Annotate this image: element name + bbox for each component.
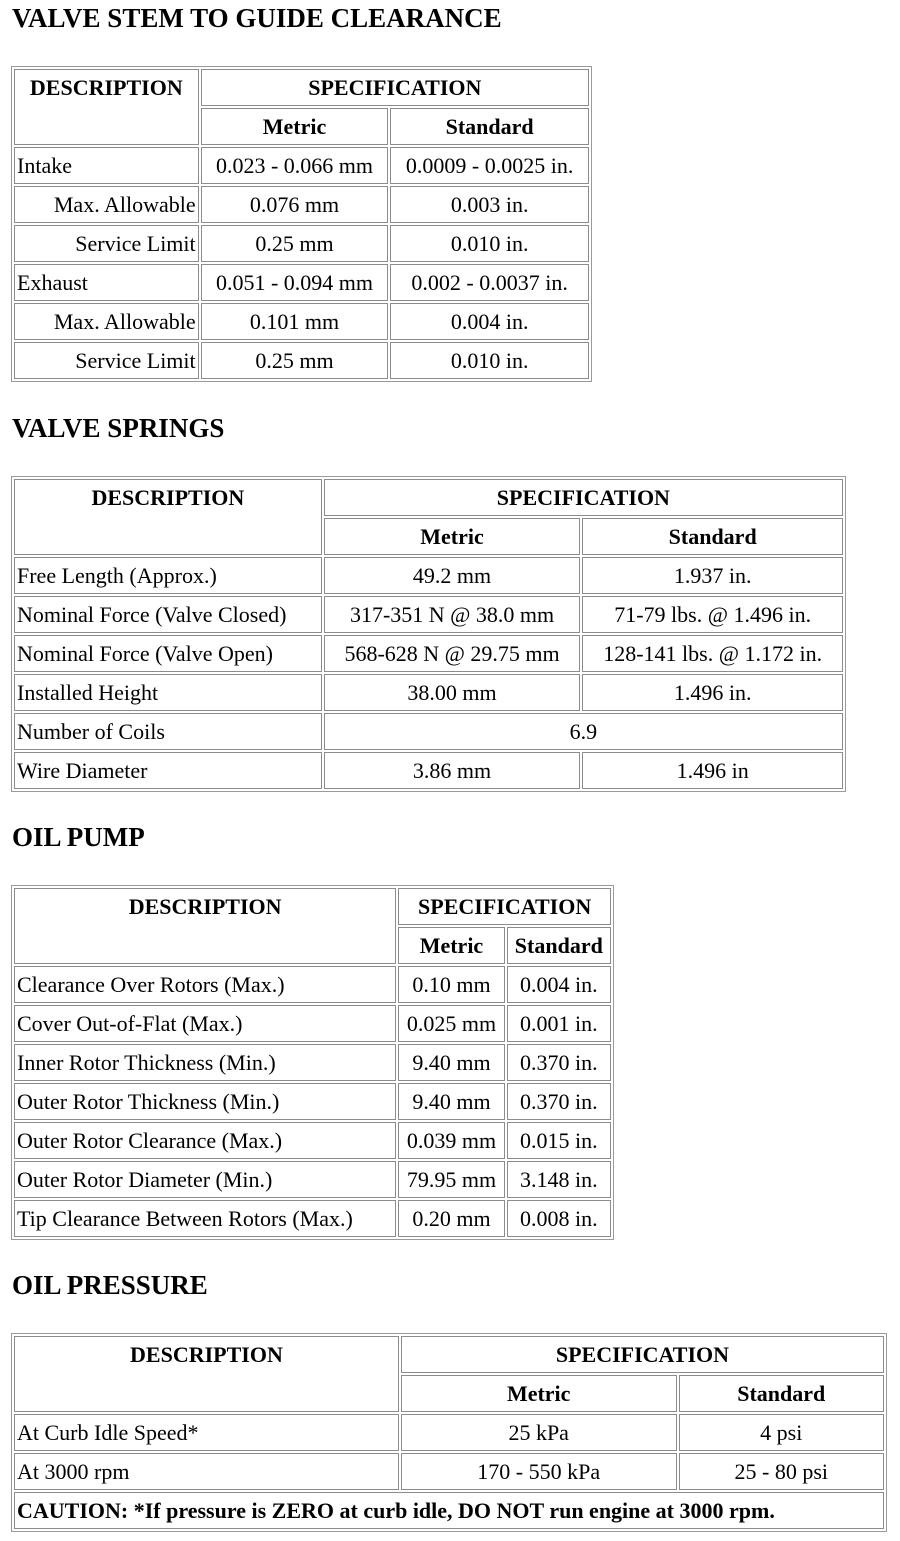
valve-springs-table [11, 476, 846, 792]
row-description: Outer Rotor Diameter (Min.) [14, 1161, 396, 1198]
row-standard: 0.015 in. [507, 1122, 611, 1159]
caution-row [14, 1492, 884, 1529]
header-metric: Metric [201, 108, 389, 145]
row-metric: 49.2 mm [324, 557, 581, 594]
row-description: Max. Allowable [14, 303, 199, 340]
row-description: Exhaust [14, 264, 199, 301]
row-standard: 3.148 in. [507, 1161, 611, 1198]
table-row [14, 342, 589, 379]
table-row [14, 186, 589, 223]
row-metric: 0.25 mm [201, 342, 389, 379]
header-specification: SPECIFICATION [398, 888, 611, 925]
section-title-valve-springs: VALVE SPRINGS [12, 413, 225, 443]
row-standard: 0.001 in. [507, 1005, 611, 1042]
row-metric: 0.20 mm [398, 1200, 504, 1237]
table-row [14, 1005, 611, 1042]
table-row [14, 674, 843, 711]
row-description: At Curb Idle Speed* [14, 1414, 399, 1451]
header-specification: SPECIFICATION [401, 1336, 884, 1373]
row-metric: 317-351 N @ 38.0 mm [324, 596, 581, 633]
row-metric: 79.95 mm [398, 1161, 504, 1198]
header-description: DESCRIPTION [14, 1336, 399, 1412]
table-row [14, 1453, 884, 1490]
row-standard: 0.370 in. [507, 1044, 611, 1081]
row-standard: 25 - 80 psi [679, 1453, 885, 1490]
section-title-valve-guide: VALVE STEM TO GUIDE CLEARANCE [12, 3, 502, 33]
table-header-row [14, 1336, 884, 1373]
table-row [14, 596, 843, 633]
row-standard: 1.937 in. [582, 557, 843, 594]
header-standard: Standard [582, 518, 843, 555]
row-metric: 0.051 - 0.094 mm [201, 264, 389, 301]
row-value: 6.9 [324, 713, 843, 750]
table-header-row [14, 69, 589, 106]
row-metric: 0.10 mm [398, 966, 504, 1003]
row-standard: 0.010 in. [390, 342, 589, 379]
table-row [14, 1200, 611, 1237]
row-metric: 170 - 550 kPa [401, 1453, 677, 1490]
row-standard: 0.003 in. [390, 186, 589, 223]
row-standard: 71-79 lbs. @ 1.496 in. [582, 596, 843, 633]
header-metric: Metric [324, 518, 581, 555]
oil-pressure-table [11, 1333, 887, 1532]
caution-note: CAUTION: *If pressure is ZERO at curb idle, DO NOT run engine at 3000 rpm. [14, 1492, 884, 1529]
row-description: Tip Clearance Between Rotors (Max.) [14, 1200, 396, 1237]
table-row [14, 1161, 611, 1198]
table-row [14, 1044, 611, 1081]
header-standard: Standard [390, 108, 589, 145]
table-row [14, 1122, 611, 1159]
row-metric: 0.25 mm [201, 225, 389, 262]
row-standard: 1.496 in. [582, 674, 843, 711]
row-metric: 0.025 mm [398, 1005, 504, 1042]
row-metric: 568-628 N @ 29.75 mm [324, 635, 581, 672]
row-description: Intake [14, 147, 199, 184]
row-metric: 9.40 mm [398, 1083, 504, 1120]
header-specification: SPECIFICATION [201, 69, 589, 106]
row-description: Clearance Over Rotors (Max.) [14, 966, 396, 1003]
row-description: Wire Diameter [14, 752, 322, 789]
row-description: Outer Rotor Clearance (Max.) [14, 1122, 396, 1159]
row-standard: 0.0009 - 0.0025 in. [390, 147, 589, 184]
oil-pump-table [11, 885, 614, 1240]
row-metric: 0.076 mm [201, 186, 389, 223]
row-metric: 25 kPa [401, 1414, 677, 1451]
row-standard: 128-141 lbs. @ 1.172 in. [582, 635, 843, 672]
row-metric: 9.40 mm [398, 1044, 504, 1081]
row-description: Number of Coils [14, 713, 322, 750]
header-standard: Standard [507, 927, 611, 964]
row-description: Service Limit [14, 342, 199, 379]
table-row [14, 635, 843, 672]
valve-guide-table [11, 66, 592, 382]
row-metric: 0.039 mm [398, 1122, 504, 1159]
row-standard: 0.370 in. [507, 1083, 611, 1120]
table-row [14, 752, 843, 789]
row-description: Installed Height [14, 674, 322, 711]
row-standard: 0.008 in. [507, 1200, 611, 1237]
row-description: Free Length (Approx.) [14, 557, 322, 594]
header-description: DESCRIPTION [14, 479, 322, 555]
header-specification: SPECIFICATION [324, 479, 843, 516]
section-title-oil-pressure: OIL PRESSURE [12, 1270, 208, 1300]
row-description: Nominal Force (Valve Open) [14, 635, 322, 672]
row-standard: 0.004 in. [390, 303, 589, 340]
row-description: Max. Allowable [14, 186, 199, 223]
table-row [14, 264, 589, 301]
row-description: Cover Out-of-Flat (Max.) [14, 1005, 396, 1042]
row-standard: 4 psi [679, 1414, 885, 1451]
header-description: DESCRIPTION [14, 888, 396, 964]
section-title-oil-pump: OIL PUMP [12, 822, 145, 852]
header-description: DESCRIPTION [14, 69, 199, 145]
row-metric: 0.101 mm [201, 303, 389, 340]
row-standard: 1.496 in [582, 752, 843, 789]
header-standard: Standard [679, 1375, 885, 1412]
row-standard: 0.004 in. [507, 966, 611, 1003]
row-metric: 3.86 mm [324, 752, 581, 789]
header-metric: Metric [398, 927, 504, 964]
row-metric: 0.023 - 0.066 mm [201, 147, 389, 184]
table-row [14, 303, 589, 340]
table-row [14, 966, 611, 1003]
table-row [14, 713, 843, 750]
row-metric: 38.00 mm [324, 674, 581, 711]
table-row [14, 1083, 611, 1120]
row-description: Inner Rotor Thickness (Min.) [14, 1044, 396, 1081]
row-description: At 3000 rpm [14, 1453, 399, 1490]
table-row [14, 225, 589, 262]
table-header-row [14, 888, 611, 925]
row-description: Nominal Force (Valve Closed) [14, 596, 322, 633]
table-row [14, 1414, 884, 1451]
table-row [14, 557, 843, 594]
row-standard: 0.002 - 0.0037 in. [390, 264, 589, 301]
table-row [14, 147, 589, 184]
row-standard: 0.010 in. [390, 225, 589, 262]
row-description: Outer Rotor Thickness (Min.) [14, 1083, 396, 1120]
table-header-row [14, 479, 843, 516]
row-description: Service Limit [14, 225, 199, 262]
header-metric: Metric [401, 1375, 677, 1412]
